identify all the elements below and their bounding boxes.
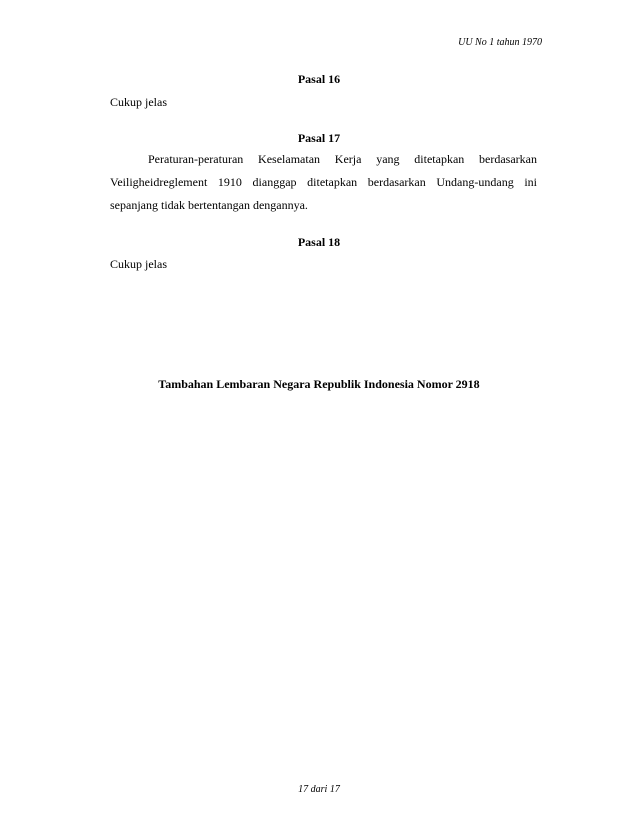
pasal-18-body: Cukup jelas — [110, 257, 167, 271]
pasal-16-body: Cukup jelas — [110, 95, 167, 109]
page-header: UU No 1 tahun 1970 — [458, 37, 542, 48]
pasal-17-heading: Pasal 17 — [297, 131, 341, 145]
supplement-title: Tambahan Lembaran Negara Republik Indonesia Nomor 2918 — [158, 377, 480, 391]
pasal-18-heading: Pasal 18 — [297, 235, 341, 249]
pasal-17-body: Peraturan-peraturan Keselamatan Kerja yang ditetapkan berdasarkan Veiligheidreglement 1910 dianggap ditetapkan berdasarkan Undang-undang ini sepanjang tidak bertentangan dengannya. — [110, 152, 537, 212]
pasal-16-heading: Pasal 16 — [297, 72, 341, 86]
page-number: 17 dari 17 — [298, 784, 340, 795]
